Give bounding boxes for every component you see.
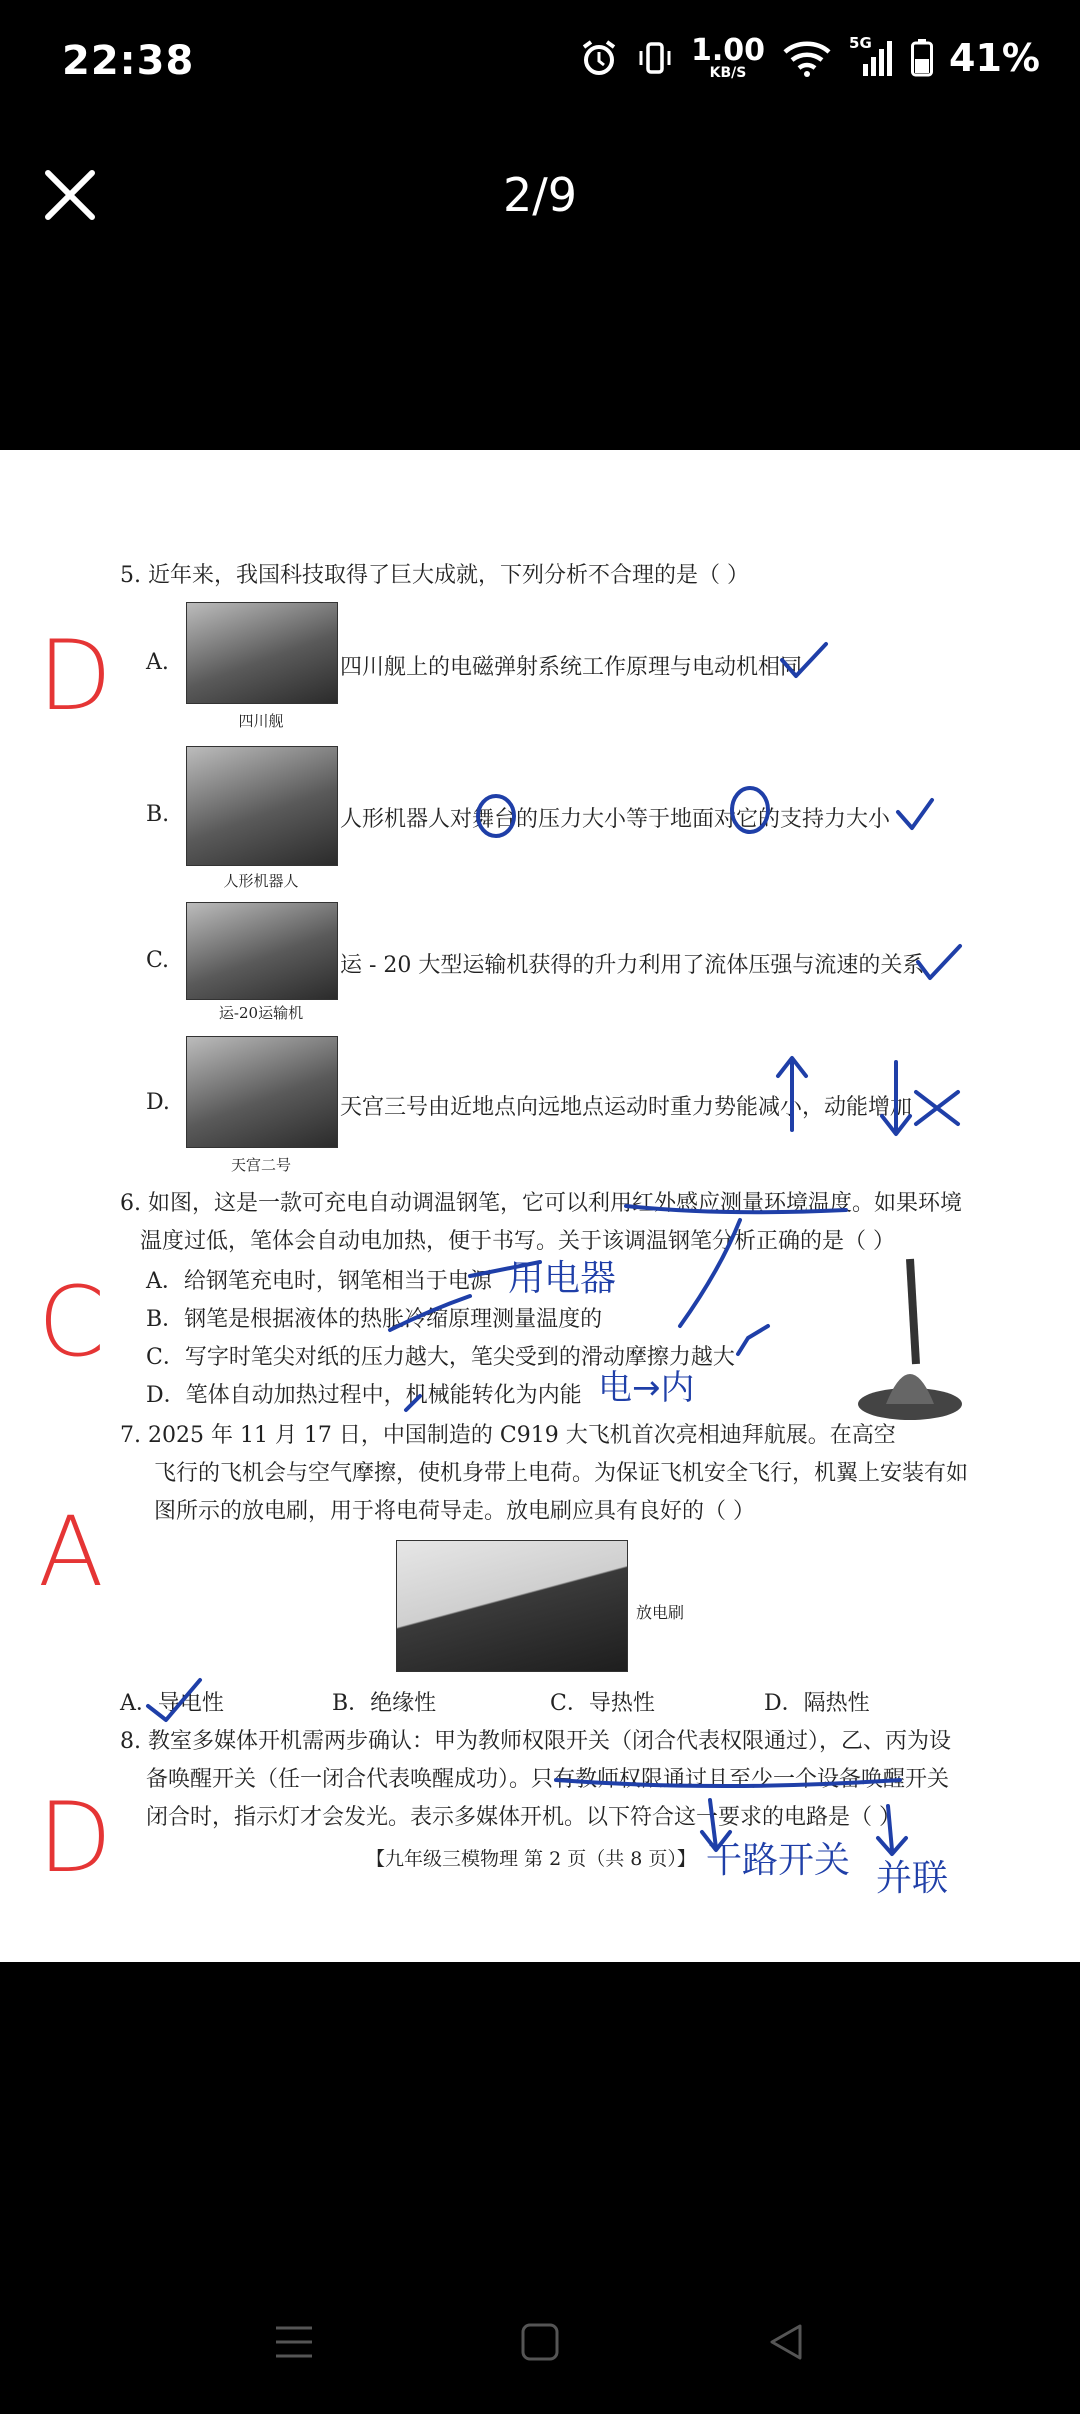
- note-appliance: 用电器: [508, 1258, 617, 1299]
- q7-line-1: 7. 2025 年 11 月 17 日，中国制造的 C919 大飞机首次亮相迪拜航展。在高空: [120, 1423, 896, 1448]
- q6-option-d: D．笔体自动加热过程中，机械能转化为内能: [146, 1383, 582, 1408]
- q6-option-b: B．钢笔是根据液体的热胀冷缩原理测量温度的: [146, 1307, 603, 1332]
- q6-line-1: 6. 如图，这是一款可充电自动调温钢笔，它可以利用红外感应测量环境温度。如果环境: [120, 1191, 962, 1216]
- vibrate-icon: [635, 38, 675, 78]
- q5-option-c-caption: 运-20运输机: [218, 1004, 304, 1022]
- q7-option-a: A．导电性: [120, 1691, 224, 1716]
- q7-option-b: B．绝缘性: [332, 1691, 437, 1716]
- q5-option-c-text: 运 - 20 大型运输机获得的升力利用了流体压强与流速的关系: [340, 953, 925, 978]
- status-bar: [0, 0, 1080, 120]
- answer-q7: A: [38, 1496, 104, 1608]
- back-icon[interactable]: [764, 2320, 808, 2364]
- q8-line-3: 闭合时，指示灯才会发光。表示多媒体开机。以下符合这一要求的电路是（ ）: [146, 1805, 901, 1830]
- viewer-toolbar: [0, 130, 1080, 270]
- q5-option-a-letter: A.: [146, 650, 169, 675]
- q5-option-d-letter: D.: [146, 1090, 170, 1115]
- wifi-icon: [781, 38, 833, 78]
- q7-line-3: 图所示的放电刷，用于将电荷导走。放电刷应具有良好的（ ）: [154, 1499, 755, 1524]
- network-speed-unit: KB/S: [709, 65, 747, 81]
- q6-option-c: C．写字时笔尖对纸的压力越大，笔尖受到的滑动摩擦力越大: [146, 1345, 735, 1370]
- status-time: 22:38: [62, 38, 195, 84]
- q5-option-a-text: 四川舰上的电磁弹射系统工作原理与电动机相同: [340, 655, 803, 680]
- battery-icon: [911, 39, 933, 77]
- recent-apps-icon[interactable]: [272, 2320, 316, 2364]
- note-main-switch: 干路开关: [706, 1840, 851, 1881]
- q5-option-d-text: 天宫三号由近地点向远地点运动时重力势能减小，动能增加: [340, 1095, 913, 1120]
- q5-option-b-letter: B.: [146, 802, 170, 827]
- q5-option-b-caption: 人形机器人: [223, 872, 299, 890]
- signal-label: 5G: [849, 34, 872, 52]
- pen-marks: [0, 450, 1080, 1962]
- q8-line-2: 备唤醒开关（任一闭合代表唤醒成功）。只有教师权限通过且至少一个设备唤醒开关: [146, 1767, 950, 1792]
- status-icons: [579, 33, 1040, 81]
- home-icon[interactable]: [518, 2320, 562, 2364]
- q5-option-c-letter: C.: [146, 948, 170, 973]
- q5-option-b-text: 人形机器人对舞台的压力大小等于地面对它的支持力大小: [340, 807, 891, 832]
- answer-q8: D: [38, 1782, 112, 1894]
- q7-option-d: D．隔热性: [764, 1691, 870, 1716]
- answer-q6: C: [38, 1266, 106, 1378]
- q5-option-d-caption: 天宫二号: [230, 1156, 291, 1174]
- q8-line-1: 8. 教室多媒体开机需两步确认：甲为教师权限开关（闭合代表权限通过），乙、丙为设: [120, 1729, 951, 1754]
- q6-option-a: A．给钢笔充电时，钢笔相当于电源: [146, 1269, 492, 1294]
- q6-line-2: 温度过低，笔体会自动电加热，便于书写。关于该调温钢笔分析正确的是（ ）: [140, 1229, 895, 1254]
- q5-option-a-caption: 四川舰: [238, 712, 284, 730]
- page-footer: 【九年级三模物理 第 2 页（共 8 页）】: [366, 1848, 696, 1870]
- note-energy: 电→内: [598, 1368, 695, 1408]
- q7-line-2: 飞行的飞机会与空气摩擦，使机身带上电荷。为保证飞机安全飞行，机翼上安装有如: [154, 1461, 969, 1486]
- q7-option-c: C．导热性: [550, 1691, 655, 1716]
- note-parallel: 并联: [876, 1858, 949, 1899]
- exam-page-image[interactable]: [0, 450, 1080, 1962]
- battery-percent: 41%: [949, 36, 1040, 80]
- alarm-icon: [579, 38, 619, 78]
- page-counter: 2/9: [502, 168, 578, 222]
- cellular-signal-icon: [849, 34, 895, 78]
- network-speed-value: 1.00: [691, 33, 766, 68]
- network-speed: [691, 33, 766, 81]
- navigation-bar: [0, 2290, 1080, 2390]
- q5-stem: 5. 近年来，我国科技取得了巨大成就，下列分析不合理的是（ ）: [120, 563, 749, 588]
- answer-q5: D: [38, 620, 112, 732]
- q7-image-label: 放电刷: [636, 1603, 685, 1622]
